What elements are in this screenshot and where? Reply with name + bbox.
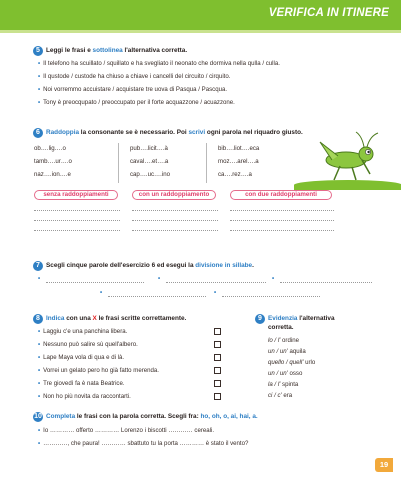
exercise-6-instruction: Raddoppia la consonante se è necessario. Poi scrivi ogni parola nel riquadro giusto.	[46, 129, 303, 136]
alternative-item: un / un' aquila	[268, 348, 306, 355]
grasshopper-icon	[312, 130, 384, 186]
answer-line[interactable]	[34, 230, 120, 231]
header-band	[0, 30, 401, 33]
exercise-5-line: • Tony è preocqupato / preoccupato per il forte acquazzone / acuazzone.	[38, 99, 235, 106]
header-bar	[0, 0, 401, 30]
exercise-9-instruction: Evidenzia l'alternativa	[268, 315, 335, 322]
word-cell: caval….et….a	[130, 158, 169, 165]
word-cell: ob….lig….o	[34, 145, 66, 152]
word-cell: tamb….ur….o	[34, 158, 72, 165]
exercise-8-instruction: Indica con una X le frasi scritte correttamente.	[46, 315, 187, 322]
bullet: •	[38, 275, 41, 282]
word-cell: moz….arel….a	[218, 158, 259, 165]
answer-checkbox[interactable]	[214, 367, 221, 374]
column-divider	[118, 143, 119, 183]
alternative-item: un / un' osso	[268, 370, 303, 377]
alternative-item: quello / quell' urlo	[268, 359, 316, 366]
exercise-8-line: • Lape Maya vola di qua e di là.	[38, 354, 125, 361]
answer-checkbox[interactable]	[214, 354, 221, 361]
exercise-8-line: • Vorrei un gelato pero ho già fatto merenda.	[38, 367, 159, 374]
exercise-9-badge: 9	[255, 314, 265, 324]
answer-line[interactable]	[132, 220, 218, 221]
word-cell: naz….ion….e	[34, 171, 71, 178]
exercise-5-line: • Il qustode / custode ha chiuso a chiave i cancelli del circuito / cirquito.	[38, 73, 231, 80]
answer-checkbox[interactable]	[214, 341, 221, 348]
alternative-item: ci / c' era	[268, 392, 293, 399]
syllable-line[interactable]	[280, 282, 372, 283]
bullet: •	[158, 275, 161, 282]
alternative-item: lo / l' ordine	[268, 337, 299, 344]
page-title: VERIFICA IN ITINERE	[268, 7, 389, 19]
box-label-none: senza raddoppiamenti	[34, 190, 118, 200]
answer-checkbox[interactable]	[214, 380, 221, 387]
word-cell: pub….licit….à	[130, 145, 168, 152]
word-cell: ca….rez….a	[218, 171, 252, 178]
word-cell: bib….liot….eca	[218, 145, 260, 152]
exercise-8-line: • Tre giovedì fa è nata Beatrice.	[38, 380, 125, 387]
exercise-5-badge: 5	[33, 46, 43, 56]
answer-line[interactable]	[230, 220, 334, 221]
syllable-line[interactable]	[222, 296, 320, 297]
exercise-5-instruction: Leggi le frasi e sottolinea l'alternativa corretta.	[46, 47, 188, 54]
exercise-6-badge: 6	[33, 128, 43, 138]
bullet: •	[214, 289, 217, 296]
exercise-10-instruction: Completa le frasi con la parola corretta. Scegli fra: ho, oh, o, ai, hai, a.	[46, 413, 258, 420]
exercise-8-line: • Non ho più novita da raccontarti.	[38, 393, 131, 400]
exercise-10-line: • Io ………… offerto ………… Lorenzo i biscotti ………… cereali.	[38, 427, 215, 434]
exercise-7-badge: 7	[33, 261, 43, 271]
exercise-8-line: • Laggiu c'e una panchina libera.	[38, 328, 128, 335]
exercise-9-instruction-cont: corretta.	[268, 324, 294, 331]
answer-line[interactable]	[132, 210, 218, 211]
exercise-8-badge: 8	[33, 314, 43, 324]
answer-checkbox[interactable]	[214, 328, 221, 335]
answer-line[interactable]	[132, 230, 218, 231]
page-number: 19	[375, 458, 393, 472]
answer-line[interactable]	[230, 210, 334, 211]
exercise-10-line: • …………, che paura! ………… sbattuto tu la porta ………… è stato il vento?	[38, 440, 249, 447]
box-label-two: con due raddoppiamenti	[230, 190, 332, 200]
syllable-line[interactable]	[166, 282, 266, 283]
exercise-7-instruction: Scegli cinque parole dell'esercizio 6 ed esegui la divisione in sillabe.	[46, 262, 254, 269]
word-cell: cap….uc….ino	[130, 171, 170, 178]
syllable-line[interactable]	[108, 296, 206, 297]
answer-line[interactable]	[34, 210, 120, 211]
exercise-5-line: • Il telefono ha scuillato / squillato e ha svegliato il neonato che dormiva nella qulla / culla.	[38, 60, 280, 67]
syllable-line[interactable]	[46, 282, 144, 283]
answer-line[interactable]	[230, 230, 334, 231]
column-divider	[206, 143, 207, 183]
alternative-item: la / l' spinta	[268, 381, 299, 388]
bullet: •	[100, 289, 103, 296]
exercise-8-line: • Nessuno può salire sù quell'albero.	[38, 341, 138, 348]
exercise-5-line: • Noi vorremmo accuistare / acquistare tre uova di Pasqua / Pascqua.	[38, 86, 228, 93]
box-label-one: con un raddoppiamento	[132, 190, 216, 200]
answer-line[interactable]	[34, 220, 120, 221]
bullet: •	[272, 275, 275, 282]
exercise-10-badge: 10	[34, 413, 42, 420]
answer-checkbox[interactable]	[214, 393, 221, 400]
